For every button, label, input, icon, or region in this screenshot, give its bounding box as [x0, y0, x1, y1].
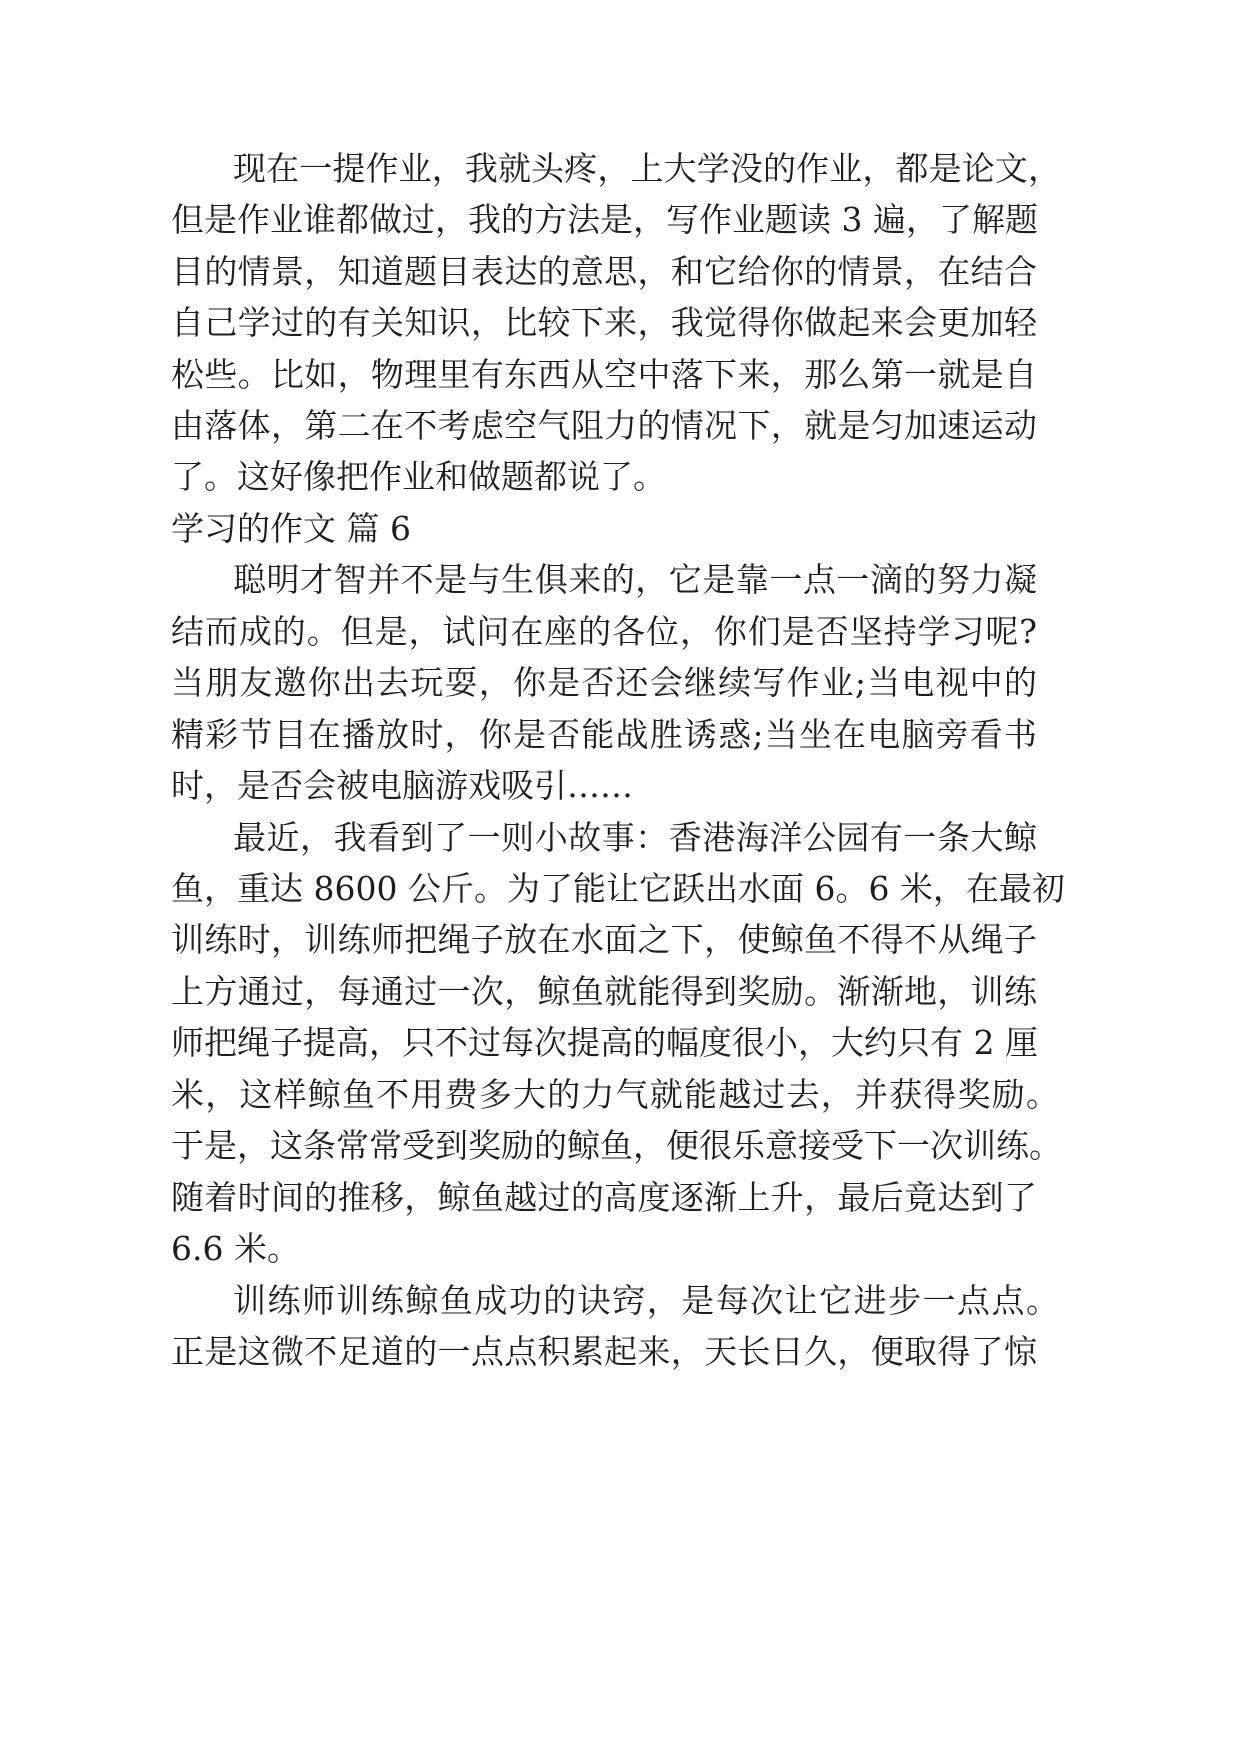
paragraph-line: 师把绳子提高，只不过每次提高的幅度很小，大约只有 2 厘 — [171, 1023, 1038, 1062]
paragraph-line: 最近，我看到了一则小故事：香港海洋公园有一条大鲸 — [233, 818, 1037, 857]
paragraph-line: 正是这微不足道的一点点积累起来，天长日久，便取得了惊 — [171, 1332, 1037, 1371]
paragraph-line: 当朋友邀你出去玩耍，你是否还会继续写作业;当电视中的 — [171, 663, 1037, 702]
paragraph-line: 鱼，重达 8600 公斤。为了能让它跃出水面 6。6 米，在最初 — [171, 869, 1065, 908]
paragraph-line: 上方通过，每通过一次，鲸鱼就能得到奖励。渐渐地，训练 — [171, 972, 1037, 1011]
paragraph-line: 于是，这条常常受到奖励的鲸鱼，便很乐意接受下一次训练。 — [171, 1126, 1062, 1165]
paragraph-line: 了。这好像把作业和做题都说了。 — [171, 457, 666, 496]
paragraph-line: 训练时，训练师把绳子放在水面之下，使鲸鱼不得不从绳子 — [171, 920, 1037, 959]
paragraph-line: 目的情景，知道题目表达的意思，和它给你的情景，在结合 — [171, 252, 1037, 291]
paragraph-line: 训练师训练鲸鱼成功的诀窍，是每次让它进步一点点。 — [233, 1281, 1059, 1320]
paragraph-line: 由落体，第二在不考虑空气阻力的情况下，就是匀加速运动 — [171, 406, 1037, 445]
paragraph-line: 自己学过的有关知识，比较下来，我觉得你做起来会更加轻 — [171, 303, 1037, 342]
paragraph-line: 随着时间的推移，鲸鱼越过的高度逐渐上升，最后竟达到了 — [171, 1178, 1037, 1217]
paragraph-line: 但是作业谁都做过，我的方法是，写作业题读 3 遍，了解题 — [171, 200, 1038, 239]
paragraph-line: 精彩节目在播放时，你是否能战胜诱惑;当坐在电脑旁看书 — [171, 715, 1037, 754]
section-title: 学习的作文 篇 6 — [171, 509, 411, 548]
paragraph-line: 聪明才智并不是与生俱来的，它是靠一点一滴的努力凝 — [233, 560, 1037, 599]
paragraph-line: 结而成的。但是，试问在座的各位，你们是否坚持学习呢? — [171, 612, 1037, 651]
paragraph-line: 松些。比如，物理里有东西从空中落下来，那么第一就是自 — [171, 355, 1037, 394]
paragraph-line: 米，这样鲸鱼不用费多大的力气就能越过去，并获得奖励。 — [171, 1075, 1059, 1114]
paragraph-line: 6.6 米。 — [171, 1229, 300, 1268]
paragraph-line: 时，是否会被电脑游戏吸引…… — [171, 766, 633, 805]
paragraph-line: 现在一提作业，我就头疼，上大学没的作业，都是论文， — [233, 149, 1061, 188]
